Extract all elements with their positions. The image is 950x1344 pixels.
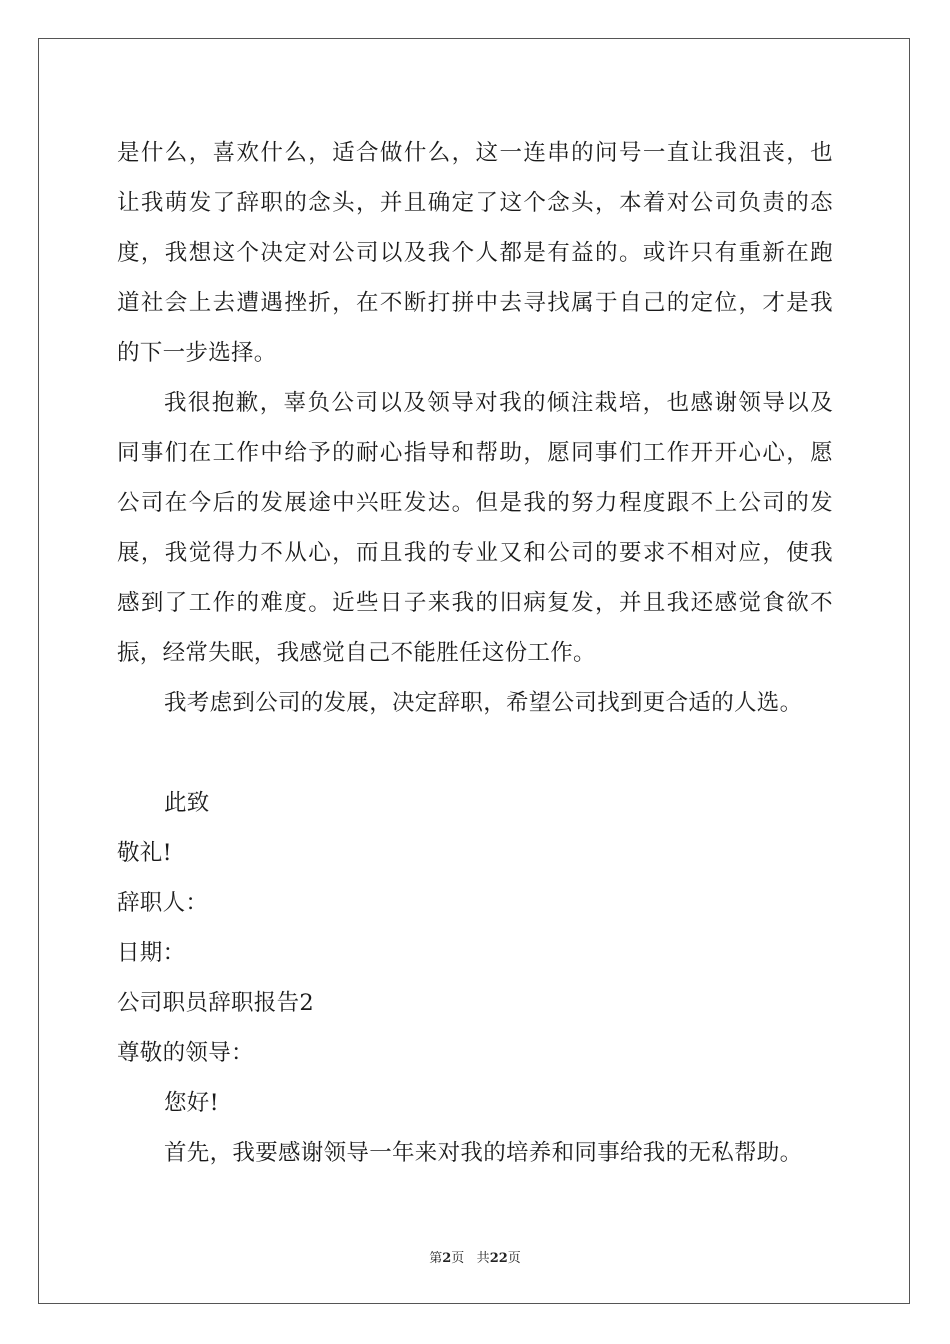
page-suffix: 页: [451, 1251, 465, 1266]
total-prefix: 共: [476, 1251, 490, 1266]
section-title: 公司职员辞职报告2: [117, 990, 315, 1016]
paragraph-line: 展，我觉得力不从心，而且我的专业又和公司的要求不相对应，使我: [117, 540, 833, 566]
date-label: 日期：: [117, 940, 186, 966]
greeting-hello: 您好!: [164, 1090, 219, 1116]
paragraph-line: 的下一步选择。: [117, 340, 277, 366]
closing-regards: 敬礼!: [117, 840, 172, 866]
paragraph-line: 公司在今后的发展途中兴旺发达。但是我的努力程度跟不上公司的发: [117, 490, 833, 516]
paragraph-line: 感到了工作的难度。近些日子来我的旧病复发，并且我还感觉食欲不: [117, 590, 833, 616]
paragraph-line: 振，经常失眠，我感觉自己不能胜任这份工作。: [117, 640, 596, 666]
paragraph-line: 我很抱歉，辜负公司以及领导对我的倾注栽培，也感谢领导以及: [164, 390, 833, 416]
total-pages: 22: [489, 1251, 508, 1266]
paragraph-line: 让我萌发了辞职的念头，并且确定了这个念头，本着对公司负责的态: [117, 190, 833, 216]
page-footer: [0, 1247, 950, 1266]
closing-salutation: 此致: [164, 790, 210, 816]
greeting-line: 尊敬的领导：: [117, 1040, 254, 1066]
paragraph-line: 我考虑到公司的发展，决定辞职，希望公司找到更合适的人选。: [164, 690, 803, 716]
blank-line: [117, 728, 833, 778]
document-body: [117, 128, 833, 1178]
paragraph-line: 是什么，喜欢什么，适合做什么，这一连串的问号一直让我沮丧，也: [117, 140, 833, 166]
resigner-label: 辞职人：: [117, 890, 209, 916]
paragraph-line: 度，我想这个决定对公司以及我个人都是有益的。或许只有重新在跑: [117, 240, 833, 266]
total-suffix: 页: [507, 1251, 521, 1266]
page-prefix: 第: [429, 1251, 443, 1266]
page-number: 2: [442, 1251, 452, 1266]
paragraph-line: 道社会上去遭遇挫折，在不断打拼中去寻找属于自己的定位，才是我: [117, 290, 833, 316]
paragraph-line: 同事们在工作中给予的耐心指导和帮助，愿同事们工作开开心心，愿: [117, 440, 833, 466]
paragraph-line: 首先，我要感谢领导一年来对我的培养和同事给我的无私帮助。: [164, 1140, 803, 1166]
